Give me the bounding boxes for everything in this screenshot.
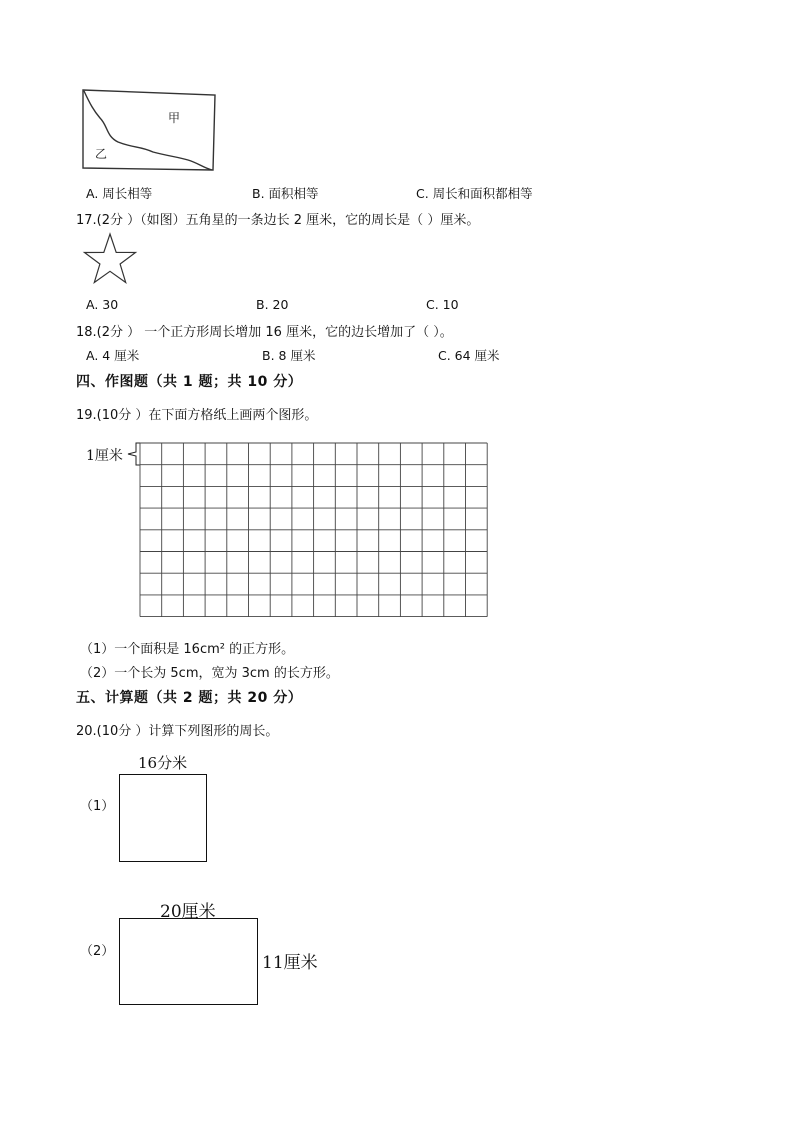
q18-option-b: B. 8 厘米 — [262, 348, 316, 363]
fig2-label: （2） — [80, 944, 115, 959]
square-figure — [119, 774, 207, 862]
q19-sub1: （1）一个面积是 16cm² 的正方形。 — [80, 642, 295, 657]
q20-text: 20.(10分 ）计算下列图形的周长。 — [76, 724, 279, 739]
grid-scale-label: 1厘米 — [86, 448, 123, 464]
star-figure — [82, 231, 138, 287]
q18-option-c: C. 64 厘米 — [438, 348, 500, 363]
q17-option-a: A. 30 — [86, 297, 119, 312]
section-5-title: 五、计算题（共 2 题；共 20 分） — [76, 690, 303, 706]
rectangle-figure — [119, 918, 258, 1005]
fig2-dim-top: 20厘米 — [160, 902, 216, 922]
fig1-dim-top: 16分米 — [138, 754, 188, 772]
q18-text: 18.(2分 ） 一个正方形周长增加 16 厘米，它的边长增加了（ ）。 — [76, 325, 453, 340]
section-4-title: 四、作图题（共 1 题；共 10 分） — [76, 374, 303, 390]
square-grid-paper[interactable] — [139, 442, 489, 618]
fig2-dim-side: 11厘米 — [262, 953, 318, 973]
q16-option-b: B. 面积相等 — [252, 186, 319, 201]
label-jia: 甲 — [168, 111, 181, 125]
q17-text: 17.(2分 ）（如图）五角星的一条边长 2 厘米，它的周长是（ ）厘米。 — [76, 213, 480, 228]
label-yi: 乙 — [95, 147, 108, 161]
q16-option-a: A. 周长相等 — [86, 186, 153, 201]
fig1-label: （1） — [80, 799, 115, 814]
q17-option-b: B. 20 — [256, 297, 289, 312]
q17-option-c: C. 10 — [426, 297, 459, 312]
q16-figure — [78, 86, 220, 174]
q19-text: 19.(10分 ）在下面方格纸上画两个图形。 — [76, 408, 318, 423]
q16-option-c: C. 周长和面积都相等 — [416, 186, 533, 201]
q18-option-a: A. 4 厘米 — [86, 348, 140, 363]
q19-sub2: （2）一个长为 5cm，宽为 3cm 的长方形。 — [80, 666, 339, 681]
